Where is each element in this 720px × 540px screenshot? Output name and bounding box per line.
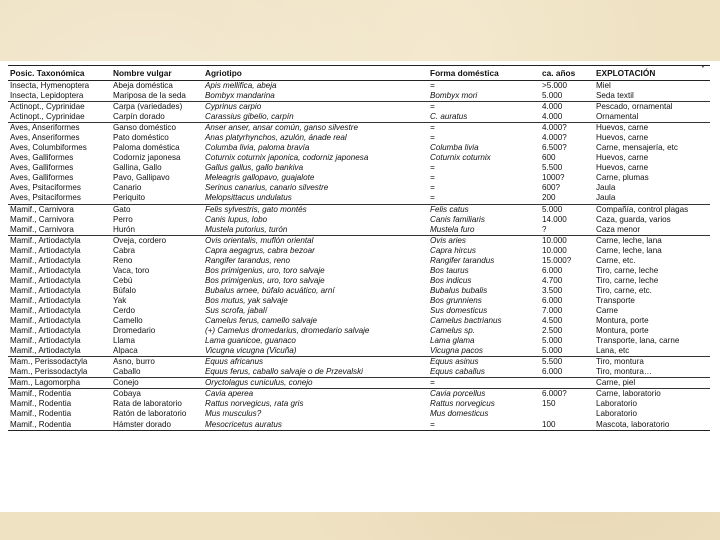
table-row — [8, 357, 710, 368]
table-row — [8, 286, 710, 296]
cell-common-name: Dromedario — [113, 326, 156, 336]
cell-years: 5.000 — [542, 336, 563, 346]
cell-use: Tiro, montura… — [596, 367, 652, 377]
cell-common-name: Asno, burro — [111, 357, 203, 368]
table-row — [8, 204, 710, 215]
table-row — [8, 410, 710, 420]
cell-domestic-form: Mus domesticus — [430, 409, 489, 419]
cell-use: Montura, porte — [596, 316, 649, 326]
cell-wild-ancestor: Serinus canarius, canario silvestre — [205, 183, 329, 193]
cell-years: ? — [542, 224, 547, 234]
table-row — [8, 153, 710, 163]
cell-wild-ancestor: Bombyx mandarina — [205, 91, 275, 101]
cell-taxonomy: Mam., Lagomorpha — [8, 378, 111, 389]
cell-common-name: Reno — [113, 255, 133, 265]
cell-domestic-form: = — [428, 123, 540, 134]
table-row — [8, 102, 710, 113]
cell-wild-ancestor: Bos primigenius, uro, toro salvaje — [205, 265, 325, 275]
cell-years: 10.000 — [540, 235, 594, 246]
table-row — [8, 389, 710, 400]
cell-domestic-form: Rattus norvegicus — [430, 399, 495, 409]
cell-taxonomy: Insecta, Hymenoptera — [10, 80, 90, 90]
cell-years: 6.000 — [542, 367, 563, 377]
cell-common-name: Carpín dorado — [113, 112, 165, 122]
cell-domestic-form: = — [428, 378, 540, 389]
cell-taxonomy: Mamif., Artiodactyla — [10, 265, 81, 275]
cell-use: Pescado, ornamental — [594, 102, 710, 113]
cell-taxonomy: Aves, Columbiformes — [10, 143, 87, 153]
cell-years: 200 — [542, 193, 556, 203]
cell-domestic-form: C. auratus — [430, 112, 468, 122]
cell-use: Ornamental — [596, 112, 639, 122]
cell-wild-ancestor: Capra aegagrus, cabra bezoar — [205, 245, 315, 255]
cell-use: Carne, etc. — [596, 255, 636, 265]
cell-domestic-form: = — [428, 102, 540, 113]
cell-years: 5.000 — [542, 91, 563, 101]
cell-common-name: Llama — [113, 336, 136, 346]
cell-wild-ancestor: Ovis orientalis, muflón oriental — [203, 235, 428, 246]
cell-years: 600? — [542, 183, 561, 193]
cell-domestic-form: Bos indicus — [430, 275, 472, 285]
cell-wild-ancestor: Equus ferus, caballo salvaje o de Przevalski — [205, 367, 363, 377]
cell-use: Miel — [596, 80, 611, 90]
table-row — [8, 296, 710, 306]
cell-common-name: Pato doméstico — [113, 133, 169, 143]
table-row — [8, 326, 710, 336]
cell-domestic-form: Ovis aries — [428, 235, 540, 246]
cell-wild-ancestor: Bubalus arnee, búfalo acuático, arní — [205, 285, 335, 295]
cell-use: Huevos, carne — [596, 153, 649, 163]
cell-wild-ancestor: Carassius gibelio, carpín — [205, 112, 294, 122]
cell-use: Caza, guarda, varios — [596, 214, 671, 224]
cell-common-name: Ratón de laboratorio — [113, 409, 187, 419]
table-row — [8, 378, 710, 389]
cell-wild-ancestor: Cyprinus carpio — [203, 102, 428, 113]
cell-wild-ancestor: Lama guanicoe, guanaco — [205, 336, 296, 346]
cell-common-name: Periquito — [113, 193, 145, 203]
cell-wild-ancestor: (+) Camelus dromedarius, dromedario salvaje — [205, 326, 370, 336]
domestication-table — [8, 65, 710, 431]
cell-use: Carne, leche, lana — [596, 245, 662, 255]
cell-wild-ancestor: Camelus ferus, camello salvaje — [205, 316, 318, 326]
cell-taxonomy: Insecta, Lepidoptera — [10, 91, 84, 101]
cell-common-name: Ganso doméstico — [111, 123, 203, 134]
cell-domestic-form: Camelus bactrianus — [430, 316, 502, 326]
cell-taxonomy: Aves, Psitaciformes — [10, 193, 81, 203]
cell-years: 5.000 — [540, 204, 594, 215]
cell-common-name: Búfalo — [113, 285, 136, 295]
cell-use: Caza menor — [596, 224, 641, 234]
cell-common-name: Vaca, toro — [113, 265, 150, 275]
cell-taxonomy: Actinopt., Cyprinidae — [10, 112, 85, 122]
table-row — [8, 367, 710, 378]
cell-common-name: Carpa (variedades) — [111, 102, 203, 113]
header-years: ca. años — [540, 66, 594, 81]
cell-use: Montura, porte — [596, 326, 649, 336]
table-row — [8, 346, 710, 357]
cell-taxonomy: Mamif., Artiodactyla — [10, 295, 81, 305]
table-row — [8, 399, 710, 409]
cell-years: 4.500 — [542, 316, 563, 326]
table-row — [8, 81, 710, 92]
cell-use: Carne, mensajería, etc — [596, 143, 678, 153]
cell-common-name: Hámster dorado — [111, 420, 203, 431]
cell-years: 4.000 — [540, 102, 594, 113]
cell-domestic-form: Capra hircus — [430, 245, 476, 255]
cell-taxonomy: Mamif., Artiodactyla — [10, 275, 81, 285]
cell-taxonomy: Mamif., Rodentia — [10, 409, 72, 419]
cell-use: Jaula — [596, 193, 616, 203]
cell-use: Carne, leche, lana — [594, 235, 710, 246]
cell-wild-ancestor: Columba livia, paloma bravía — [205, 143, 310, 153]
cell-taxonomy: Mamif., Carnivora — [10, 214, 74, 224]
table-row — [8, 215, 710, 225]
cell-taxonomy: Aves, Anseriformes — [8, 123, 111, 134]
cell-domestic-form: = — [430, 133, 435, 143]
cell-years: 4.000? — [540, 123, 594, 134]
cell-common-name: Alpaca — [113, 346, 138, 356]
table-row — [8, 266, 710, 276]
cell-years: 6.000 — [542, 295, 563, 305]
cell-wild-ancestor: Rangifer tarandus, reno — [205, 255, 291, 265]
header-use: EXPLOTACIÓN — [594, 66, 710, 81]
cell-years: >5.000 — [542, 80, 567, 90]
table-row — [8, 112, 710, 123]
cell-years: 4.000? — [542, 133, 567, 143]
header-wild-ancestor: Agriotipo — [203, 66, 428, 81]
cell-domestic-form: = — [430, 183, 435, 193]
cell-domestic-form: Bombyx mori — [430, 91, 478, 101]
table-row — [8, 183, 710, 193]
cell-taxonomy: Mamif., Artiodactyla — [10, 245, 81, 255]
cell-domestic-form: Equus caballus — [430, 367, 485, 377]
cell-taxonomy: Mamif., Artiodactyla — [10, 336, 81, 346]
cell-wild-ancestor: Felis sylvestris, gato montés — [203, 204, 428, 215]
header-taxonomy: Posic. Taxonómica — [8, 66, 111, 81]
cell-domestic-form: Sus domesticus — [430, 306, 488, 315]
cell-use: Huevos, carne — [594, 123, 710, 134]
cell-domestic-form: = — [430, 163, 435, 173]
cell-taxonomy: Aves, Galliformes — [10, 153, 74, 163]
cell-domestic-form: Bos grunniens — [430, 295, 482, 305]
cell-years: 2.500 — [542, 326, 563, 336]
table-row — [8, 276, 710, 286]
cell-years: 15.000? — [542, 255, 572, 265]
cell-wild-ancestor: Equus africanus — [203, 357, 428, 368]
cell-domestic-form: Lama glama — [430, 336, 475, 346]
cell-taxonomy: Mamif., Artiodactyla — [10, 346, 81, 356]
cell-taxonomy: Aves, Galliformes — [10, 173, 74, 183]
cell-domestic-form: Camelus sp. — [430, 326, 475, 336]
cell-common-name: Conejo — [111, 378, 203, 389]
cell-use: Carne, piel — [594, 378, 710, 389]
cell-domestic-form: = — [430, 193, 435, 203]
cell-years: 7.000 — [542, 306, 563, 315]
cell-common-name: Gallina, Gallo — [113, 163, 162, 173]
cell-taxonomy: Mamif., Artiodactyla — [10, 255, 81, 265]
cell-domestic-form: Felis catus — [428, 204, 540, 215]
cell-wild-ancestor: Sus scrofa, jabalí — [205, 306, 268, 315]
cell-wild-ancestor: Gallus gallus, gallo bankiva — [205, 163, 304, 173]
cell-use: Laboratorio — [596, 399, 637, 409]
cell-years: 600 — [542, 153, 556, 163]
cell-common-name: Canario — [113, 183, 142, 193]
cell-common-name: Abeja doméstica — [113, 80, 173, 90]
cell-common-name: Gato — [111, 204, 203, 215]
corner-mark: • — [701, 65, 704, 71]
cell-years: 5.500 — [540, 357, 594, 368]
cell-domestic-form: Coturnix coturnix — [430, 153, 491, 163]
cell-common-name: Pavo, Gallipavo — [113, 173, 170, 183]
cell-years: 6.000 — [542, 265, 563, 275]
table-row — [8, 194, 710, 205]
cell-use: Mascota, laboratorio — [594, 420, 710, 431]
cell-years: 5.000 — [542, 346, 563, 356]
cell-common-name: Caballo — [113, 367, 141, 377]
cell-wild-ancestor: Coturnix coturnix japonica, codorniz japonesa — [205, 153, 369, 163]
cell-domestic-form: Mustela furo — [430, 224, 475, 234]
cell-common-name: Yak — [113, 295, 127, 305]
cell-wild-ancestor: Anser anser, ansar común, ganso silvestre — [203, 123, 428, 134]
cell-use: Transporte, lana, carne — [596, 336, 680, 346]
cell-common-name: Cobaya — [111, 389, 203, 400]
table-row — [8, 316, 710, 326]
cell-years: 100 — [540, 420, 594, 431]
cell-use: Carne — [596, 306, 619, 315]
cell-common-name: Codorniz japonesa — [113, 153, 181, 163]
cell-wild-ancestor: Meleagris gallopavo, guajalote — [205, 173, 315, 183]
cell-wild-ancestor: Mesocricetus auratus — [203, 420, 428, 431]
cell-wild-ancestor: Anas platyrhynchos, azulón, ánade real — [205, 133, 347, 143]
table-row — [8, 163, 710, 173]
cell-wild-ancestor: Bos mutus, yak salvaje — [205, 295, 288, 305]
cell-wild-ancestor: Apis mellifica, abeja — [205, 80, 277, 90]
cell-taxonomy: Mamif., Artiodactyla — [8, 235, 111, 246]
cell-taxonomy: Mamif., Rodentia — [8, 420, 111, 431]
table-row — [8, 91, 710, 102]
cell-domestic-form: = — [430, 80, 435, 90]
table-row — [8, 133, 710, 143]
cell-taxonomy: Actinopt., Cyprinidae — [8, 102, 111, 113]
cell-wild-ancestor: Vicugna vicugna (Vicuña) — [205, 346, 297, 356]
cell-common-name: Cabra — [113, 245, 136, 255]
cell-use: Laboratorio — [596, 409, 637, 419]
cell-common-name: Hurón — [113, 224, 136, 234]
header-common-name: Nombre vulgar — [111, 66, 203, 81]
cell-use: Tiro, carne, leche — [596, 275, 659, 285]
header-domestic-form: Forma doméstica — [428, 66, 540, 81]
cell-domestic-form: Vicugna pacos — [430, 346, 483, 356]
cell-domestic-form: Rangifer tarandus — [430, 255, 495, 265]
cell-common-name: Camello — [113, 316, 143, 326]
table-row — [8, 143, 710, 153]
cell-years: 3.500 — [542, 285, 563, 295]
cell-use: Huevos, carne — [596, 163, 649, 173]
cell-wild-ancestor: Canis lupus, lobo — [205, 214, 268, 224]
cell-taxonomy: Mamif., Artiodactyla — [10, 285, 81, 295]
cell-domestic-form: Bubalus bubalis — [430, 285, 488, 295]
table-row — [8, 336, 710, 346]
cell-years: 6.000? — [540, 389, 594, 400]
cell-common-name: Perro — [113, 214, 133, 224]
header-row — [8, 66, 710, 81]
cell-years: 4.000 — [542, 112, 563, 122]
cell-taxonomy: Mamif., Artiodactyla — [10, 326, 81, 336]
cell-taxonomy: Aves, Galliformes — [10, 163, 74, 173]
cell-use: Carne, plumas — [596, 173, 649, 183]
cell-wild-ancestor: Bos primigenius, uro, toro salvaje — [205, 275, 325, 285]
cell-taxonomy: Aves, Anseriformes — [10, 133, 80, 143]
cell-common-name: Cerdo — [113, 306, 136, 315]
cell-use: Tiro, carne, etc. — [596, 285, 652, 295]
cell-domestic-form: Equus asinus — [428, 357, 540, 368]
cell-years: 14.000 — [542, 214, 567, 224]
cell-use: Transporte — [596, 295, 635, 305]
cell-common-name: Oveja, cordero — [111, 235, 203, 246]
cell-common-name: Rata de laboratorio — [113, 399, 182, 409]
cell-taxonomy: Mamif., Artiodactyla — [10, 306, 81, 315]
table-row — [8, 246, 710, 256]
table-row — [8, 256, 710, 266]
cell-taxonomy: Mam., Perissodactyla — [8, 357, 111, 368]
cell-domestic-form: Canis familiaris — [430, 214, 485, 224]
cell-use: Tiro, carne, leche — [596, 265, 659, 275]
cell-taxonomy: Mamif., Artiodactyla — [10, 316, 81, 326]
cell-use: Huevos, carne — [596, 133, 649, 143]
cell-taxonomy: Mamif., Rodentia — [10, 399, 72, 409]
cell-taxonomy: Mamif., Carnivora — [8, 204, 111, 215]
cell-domestic-form: Columba livia — [430, 143, 479, 153]
cell-use: Compañía, control plagas — [594, 204, 710, 215]
table-row — [8, 173, 710, 183]
cell-wild-ancestor: Rattus norvegicus, rata gris — [205, 399, 304, 409]
cell-wild-ancestor: Mus musculus? — [205, 409, 262, 419]
cell-years: 4.700 — [542, 275, 563, 285]
cell-years: 10.000 — [542, 245, 567, 255]
cell-years: 5.500 — [542, 163, 563, 173]
table-row — [8, 306, 710, 316]
table-row — [8, 225, 710, 236]
table-row — [8, 420, 710, 431]
cell-wild-ancestor: Mustela putorius, turón — [205, 224, 288, 234]
cell-years — [540, 378, 594, 389]
table-row — [8, 235, 710, 246]
cell-domestic-form: Bos taurus — [430, 265, 469, 275]
cell-wild-ancestor: Cavia aperea — [203, 389, 428, 400]
table-sheet — [0, 61, 720, 512]
cell-use: Lana, etc — [596, 346, 630, 356]
cell-use: Carne, laboratorio — [594, 389, 710, 400]
cell-wild-ancestor: Melopsittacus undulatus — [205, 193, 292, 203]
cell-taxonomy: Mam., Perissodactyla — [10, 367, 88, 377]
cell-years: 6.500? — [542, 143, 567, 153]
cell-wild-ancestor: Oryctolagus cuniculus, conejo — [203, 378, 428, 389]
cell-taxonomy: Aves, Psitaciformes — [10, 183, 81, 193]
cell-years: 150 — [542, 399, 556, 409]
cell-use: Jaula — [596, 183, 616, 193]
cell-domestic-form: = — [430, 173, 435, 183]
cell-common-name: Mariposa de la seda — [113, 91, 186, 101]
cell-years: 1000? — [542, 173, 565, 183]
cell-domestic-form: Cavia porcellus — [428, 389, 540, 400]
table-row — [8, 123, 710, 134]
cell-taxonomy: Mamif., Rodentia — [8, 389, 111, 400]
cell-use: Tiro, montura — [594, 357, 710, 368]
cell-years — [540, 410, 594, 420]
cell-use: Seda textil — [596, 91, 634, 101]
cell-common-name: Paloma doméstica — [113, 143, 180, 153]
cell-domestic-form: = — [428, 420, 540, 431]
cell-taxonomy: Mamif., Carnivora — [10, 224, 74, 234]
cell-common-name: Cebú — [113, 275, 133, 285]
